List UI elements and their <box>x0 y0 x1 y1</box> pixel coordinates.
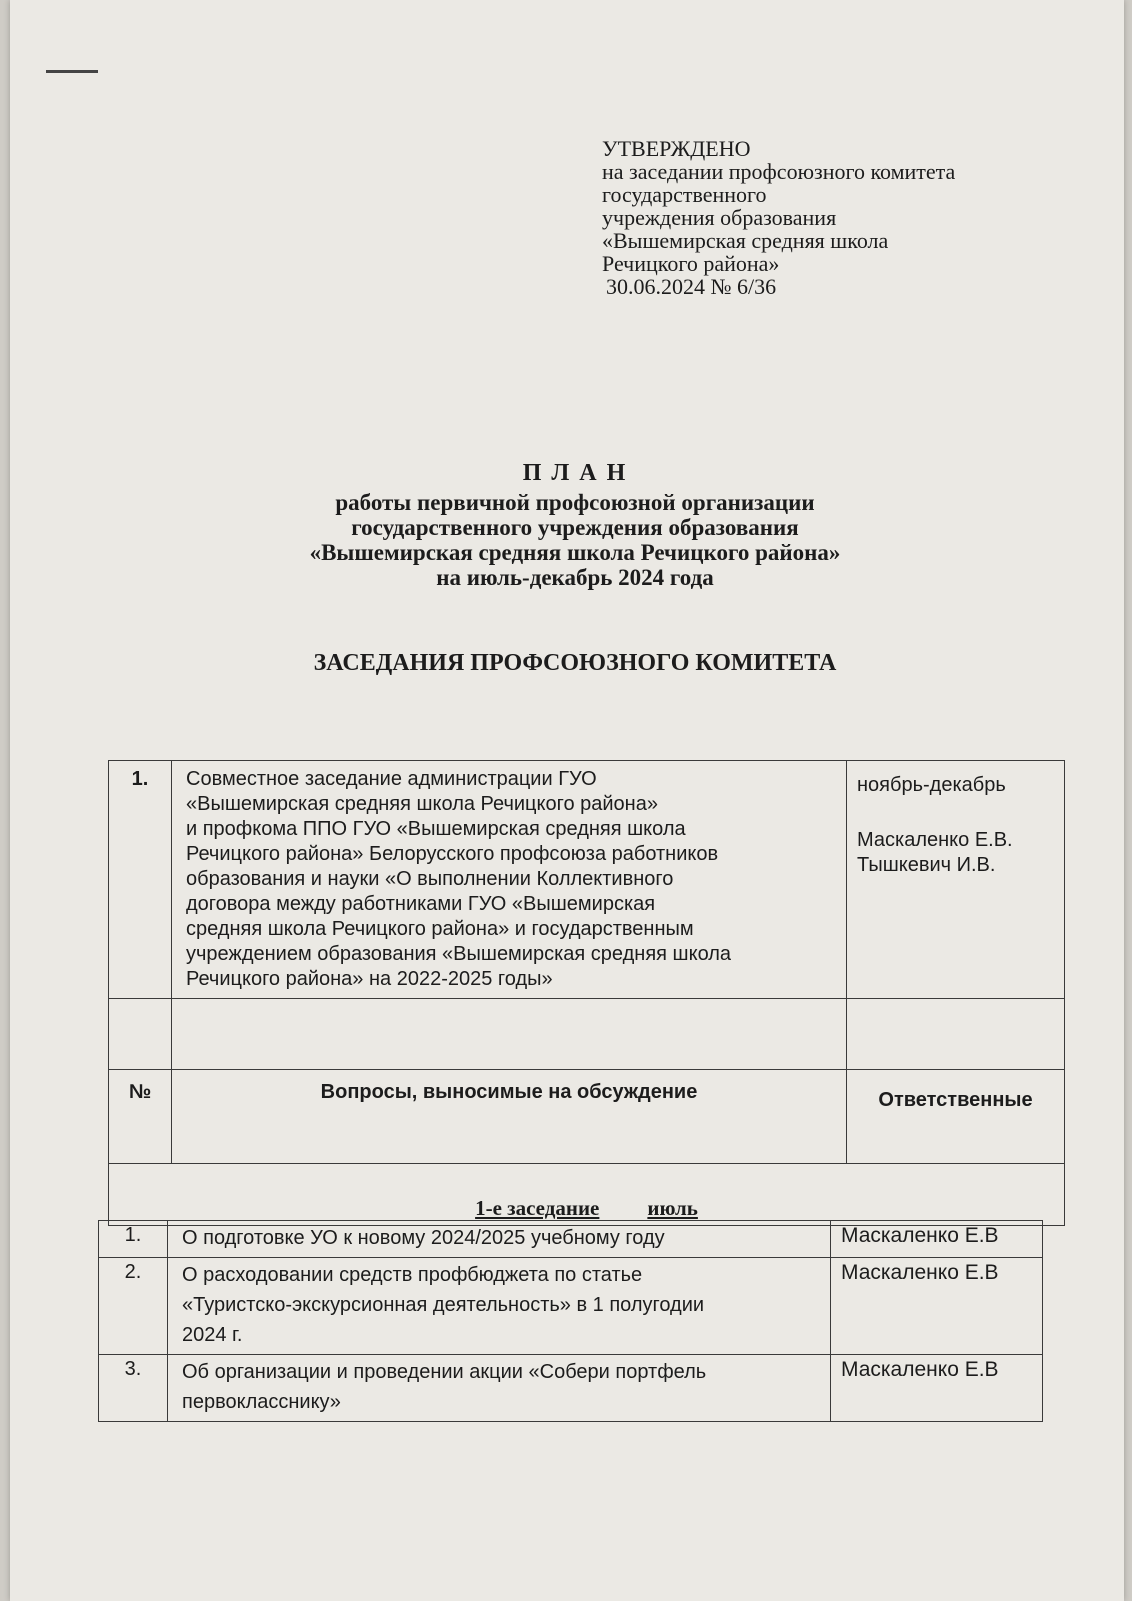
plan-table-top <box>108 760 1065 1226</box>
meeting-heading <box>109 1164 1065 1226</box>
question-line: и профкома ППО ГУО «Вышемирская средняя школа <box>186 818 686 840</box>
plan-table-items <box>98 1220 1043 1422</box>
header-responsible: Ответственные <box>847 1070 1065 1164</box>
meeting-heading-row <box>109 1164 1065 1226</box>
approval-stamp <box>602 137 955 298</box>
table-row <box>109 761 1065 999</box>
responsible-person: Тышкевич И.В. <box>857 854 996 876</box>
approval-line: Речицкого района» <box>602 251 780 276</box>
row-number: 3. <box>99 1355 168 1422</box>
plan-subtitle-line: «Вышемирская средняя школа Речицкого района» <box>309 540 841 565</box>
responsible-cell <box>847 761 1065 999</box>
plan-subtitle-line: на июль-декабрь 2024 года <box>436 565 714 590</box>
approval-line: на заседании профсоюзного комитета <box>602 159 956 184</box>
question-cell <box>172 761 847 999</box>
responsible-cell: Маскаленко Е.В <box>831 1221 1043 1258</box>
row-number: 2. <box>99 1258 168 1355</box>
question-cell <box>168 1355 831 1422</box>
plan-title: П Л А Н <box>522 460 628 486</box>
responsible-person: Маскаленко Е.В. <box>857 829 1013 851</box>
question-line: О подготовке УО к новому 2024/2025 учебному году <box>182 1227 665 1249</box>
question-cell <box>168 1221 831 1258</box>
meeting-month: июль <box>647 1196 698 1220</box>
responsible-cell: Маскаленко Е.В <box>831 1355 1043 1422</box>
table-row <box>99 1221 1043 1258</box>
question-cell <box>168 1258 831 1355</box>
question-line: средняя школа Речицкого района» и государственным <box>186 918 694 940</box>
table-row <box>109 999 1065 1070</box>
header-number: № <box>109 1070 172 1164</box>
row-number: 1. <box>109 761 172 999</box>
section-title: ЗАСЕДАНИЯ ПРОФСОЮЗНОГО КОМИТЕТА <box>313 650 837 676</box>
approval-line: учреждения образования <box>602 205 837 230</box>
approval-line: государственного <box>602 182 767 207</box>
meeting-label: 1-е заседание <box>475 1196 600 1220</box>
question-line: учреждением образования «Вышемирская средняя школа <box>186 943 732 965</box>
period: ноябрь-декабрь <box>857 774 1006 796</box>
question-line: «Туристско-экскурсионная деятельность» в 1 полугодии <box>182 1294 705 1316</box>
question-line: договора между работниками ГУО «Вышемирская <box>186 893 656 915</box>
question-line: образования и науки «О выполнении Коллективного <box>186 868 674 890</box>
table-row <box>99 1355 1043 1422</box>
plan-subtitle-line: работы первичной профсоюзной организации <box>335 490 815 515</box>
question-line: Речицкого района» на 2022-2025 годы» <box>186 968 553 990</box>
responsible-cell: Маскаленко Е.В <box>831 1258 1043 1355</box>
row-number: 1. <box>99 1221 168 1258</box>
question-line: 2024 г. <box>182 1324 243 1346</box>
question-line: Речицкого района» Белорусского профсоюза работников <box>186 843 719 865</box>
question-line: О расходовании средств профбюджета по статье <box>182 1264 643 1286</box>
header-question: Вопросы, выносимые на обсуждение <box>172 1070 847 1164</box>
plan-subtitle <box>160 490 990 590</box>
question-line: Совместное заседание администрации ГУО <box>186 768 597 790</box>
table-row <box>99 1258 1043 1355</box>
question-line: Об организации и проведении акции «Собери портфель <box>182 1361 707 1383</box>
approval-line: УТВЕРЖДЕНО <box>602 136 751 161</box>
question-line: первокласснику» <box>182 1391 341 1413</box>
approval-date: 30.06.2024 № 6/36 <box>606 274 777 299</box>
plan-subtitle-line: государственного учреждения образования <box>351 515 799 540</box>
pen-mark <box>46 70 98 73</box>
question-line: «Вышемирская средняя школа Речицкого района» <box>186 793 658 815</box>
table-header-row <box>109 1070 1065 1164</box>
approval-line: «Вышемирская средняя школа <box>602 228 889 253</box>
document-sheet <box>10 0 1124 1601</box>
